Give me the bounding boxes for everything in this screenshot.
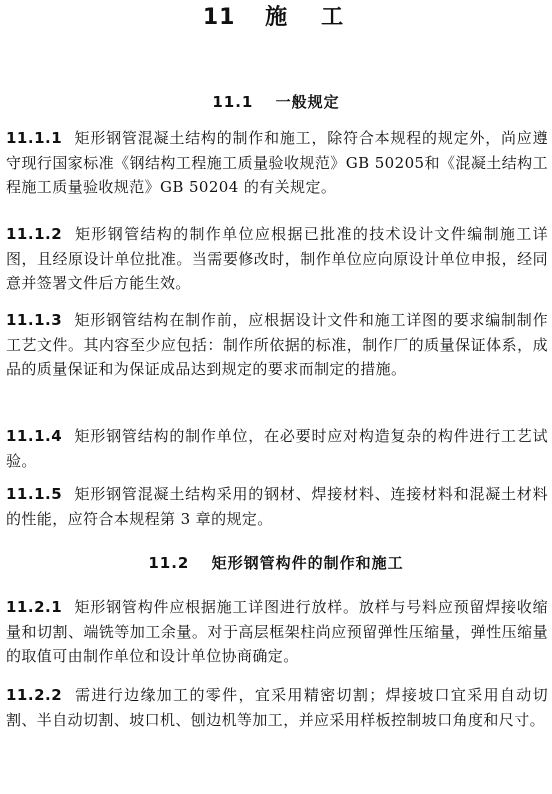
section-title-text: 一般规定 — [275, 93, 340, 111]
clause-number: 11.1.3 — [6, 311, 63, 329]
clause-11-1-4 — [6, 424, 548, 473]
chapter-title-text: 施 工 — [265, 5, 350, 30]
clause-11-1-1 — [6, 126, 548, 200]
section-title-text: 矩形钢管构件的制作和施工 — [211, 554, 404, 572]
section-number: 11.1 — [212, 93, 254, 111]
clause-11-1-5 — [6, 482, 548, 531]
clause-11-1-2 — [6, 222, 548, 296]
clause-number: 11.1.5 — [6, 485, 63, 503]
chapter-title — [0, 4, 552, 32]
clause-number: 11.1.1 — [6, 129, 63, 147]
clause-number: 11.2.2 — [6, 686, 63, 704]
clause-text: 矩形钢管构件应根据施工详图进行放样。放样与号料应预留焊接收缩量和切割、端铣等加工余量。对于高层框架柱尚应预留弹性压缩量，弹性压缩量的取值可由制作单位和设计单位协商确定。 — [6, 598, 548, 666]
clause-text: 需进行边缘加工的零件，宜采用精密切割；焊接坡口宜采用自动切割、半自动切割、坡口机、刨边机等加工，并应采用样板控制坡口角度和尺寸。 — [6, 686, 548, 729]
clause-text: 矩形钢管结构在制作前，应根据设计文件和施工详图的要求编制制作工艺文件。其内容至少应包括：制作所依据的标准，制作厂的质量保证体系，成品的质量保证和为保证成品达到规定的要求而制定的措施。 — [6, 311, 548, 379]
clause-number: 11.1.4 — [6, 427, 63, 445]
clause-text: 矩形钢管混凝土结构的制作和施工，除符合本规程的规定外，尚应遵守现行国家标准《钢结构工程施工质量验收规范》GB 50205和《混凝土结构工程施工质量验收规范》GB 50204 的有关规定。 — [6, 129, 548, 197]
clause-11-1-3 — [6, 308, 548, 382]
section-number: 11.2 — [148, 554, 190, 572]
clause-11-2-1 — [6, 595, 548, 669]
clause-number: 11.1.2 — [6, 225, 63, 243]
clause-number: 11.2.1 — [6, 598, 63, 616]
clause-text: 矩形钢管结构的制作单位，在必要时应对构造复杂的构件进行工艺试验。 — [6, 427, 548, 470]
clause-text: 矩形钢管结构的制作单位应根据已批准的技术设计文件编制施工详图，且经原设计单位批准。当需要修改时，制作单位应向原设计单位申报，经同意并签署文件后方能生效。 — [6, 225, 548, 293]
section-title-11-1 — [0, 91, 552, 113]
section-title-11-2 — [0, 552, 552, 574]
clause-11-2-2 — [6, 683, 548, 732]
chapter-number: 11 — [202, 5, 236, 30]
clause-text: 矩形钢管混凝土结构采用的钢材、焊接材料、连接材料和混凝土材料的性能，应符合本规程第 3 章的规定。 — [6, 485, 548, 528]
